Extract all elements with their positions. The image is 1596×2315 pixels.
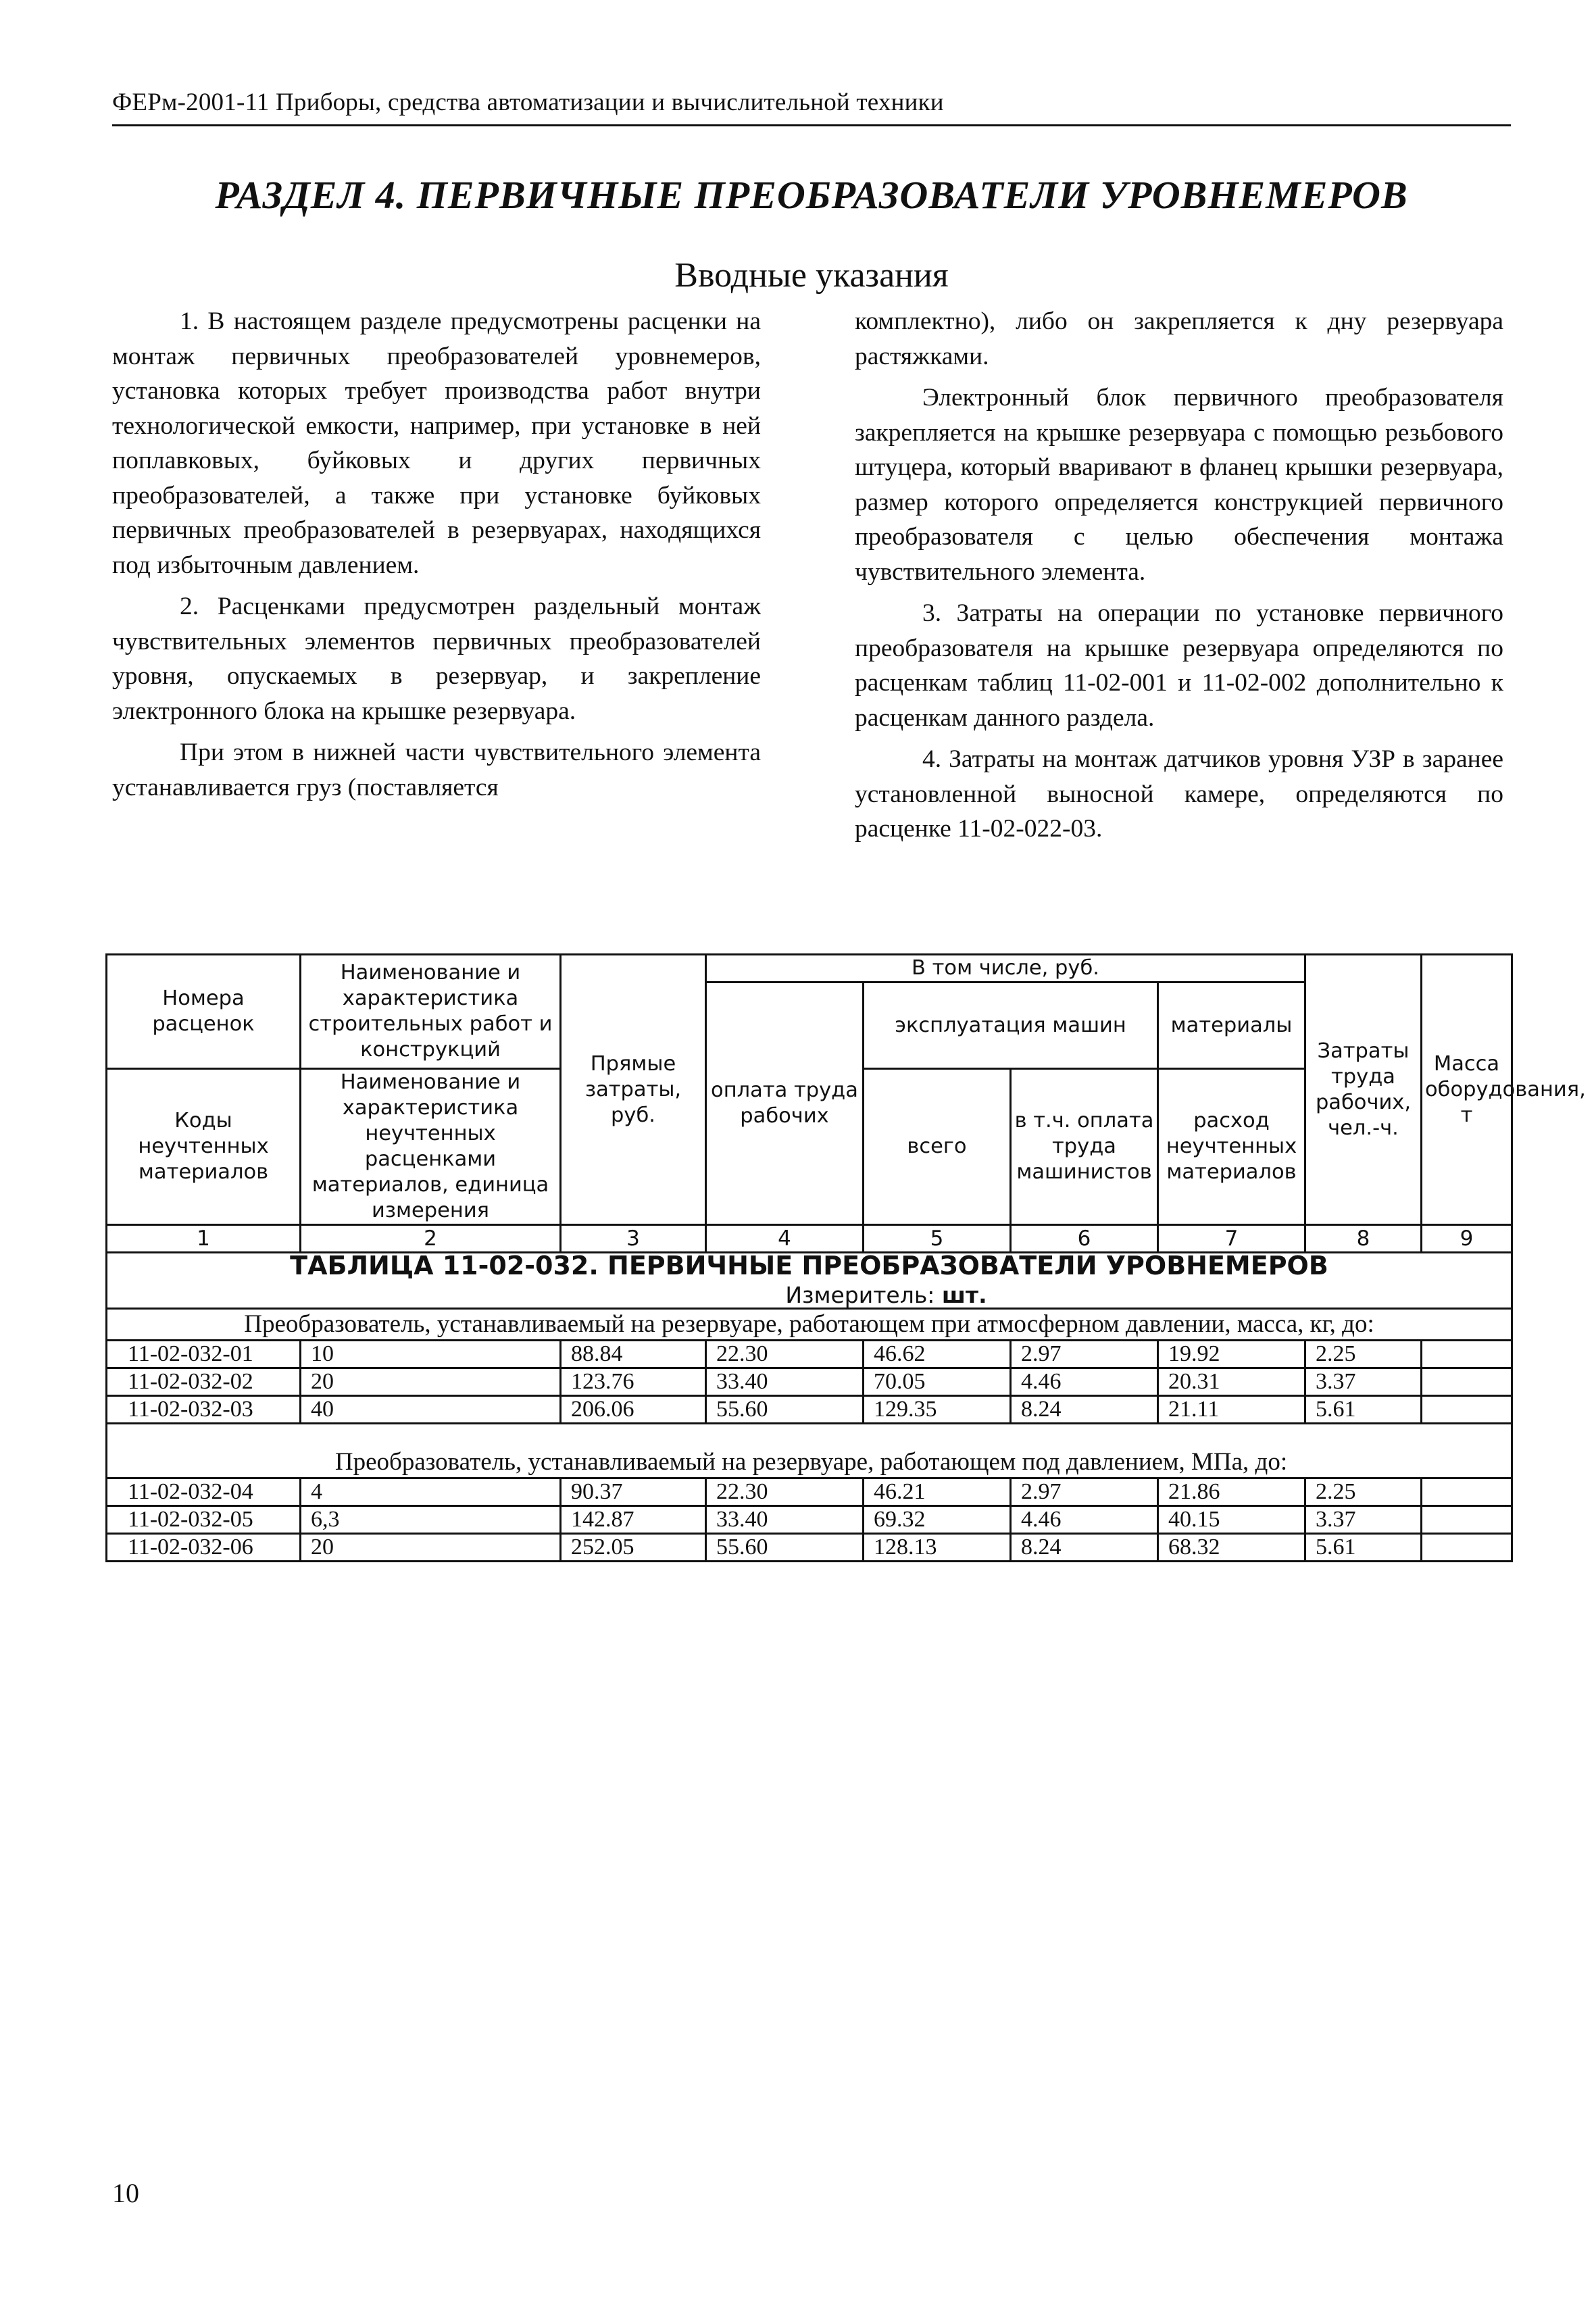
labor-hours-cell: 2.25 xyxy=(1305,1341,1422,1368)
column-number: 3 xyxy=(561,1225,706,1253)
direct-cost-cell: 252.05 xyxy=(561,1534,706,1562)
machines-cost-cell: 70.05 xyxy=(864,1368,1011,1396)
labor-cost-cell: 33.40 xyxy=(706,1368,864,1396)
param-cell: 20 xyxy=(301,1368,561,1396)
param-cell: 6,3 xyxy=(301,1506,561,1534)
unit-label: Измеритель: xyxy=(785,1282,935,1308)
header-cell: Номера расценок xyxy=(107,955,301,1069)
direct-cost-cell: 90.37 xyxy=(561,1478,706,1506)
direct-cost-cell: 206.06 xyxy=(561,1396,706,1424)
materials-cost-cell: 40.15 xyxy=(1158,1506,1305,1534)
direct-cost-cell: 88.84 xyxy=(561,1341,706,1368)
table-row xyxy=(107,1341,1512,1368)
labor-hours-cell: 5.61 xyxy=(1305,1396,1422,1424)
price-table xyxy=(105,953,1586,1562)
mass-cell xyxy=(1422,1534,1512,1562)
intro-column-left xyxy=(112,304,761,812)
header-cell: Прямые затраты, руб. xyxy=(561,955,706,1225)
intro-column-right xyxy=(855,304,1503,853)
column-number: 2 xyxy=(301,1225,561,1253)
table-row xyxy=(107,1368,1512,1396)
column-number: 4 xyxy=(706,1225,864,1253)
column-number: 6 xyxy=(1011,1225,1158,1253)
machines-cost-cell: 128.13 xyxy=(864,1534,1011,1562)
table-title: ТАБЛИЦА 11-02-032. ПЕРВИЧНЫЕ ПРЕОБРАЗОВАТЕЛИ УРОВНЕМЕРОВ xyxy=(290,1251,1328,1280)
table-caption-row xyxy=(107,1253,1512,1309)
param-cell: 40 xyxy=(301,1396,561,1424)
direct-cost-cell: 142.87 xyxy=(561,1506,706,1534)
header-cell: Затраты труда рабочих, чел.-ч. xyxy=(1305,955,1422,1225)
mass-cell xyxy=(1422,1478,1512,1506)
column-number: 7 xyxy=(1158,1225,1305,1253)
intro-paragraph: комплектно), либо он закрепляется к дну резервуара растяжками. xyxy=(855,307,1503,370)
section-title: РАЗДЕЛ 4. ПЕРВИЧНЫЕ ПРЕОБРАЗОВАТЕЛИ УРОВНЕМЕРОВ xyxy=(215,173,1408,217)
group-heading: Преобразователь, устанавливаемый на резервуаре, работающем при атмосферном давлении, масса, кг, до: xyxy=(107,1309,1512,1341)
intro-paragraph: 4. Затраты на монтаж датчиков уровня УЗР в заранее установленной выносной камере, определяются по расценке 11-02-022-03. xyxy=(855,745,1503,843)
operators-cost-cell: 4.46 xyxy=(1011,1368,1158,1396)
column-number: 8 xyxy=(1305,1225,1422,1253)
labor-hours-cell: 5.61 xyxy=(1305,1534,1422,1562)
header-cell: в т.ч. оплата труда машинистов xyxy=(1011,1069,1158,1225)
mass-cell xyxy=(1422,1506,1512,1534)
column-number: 5 xyxy=(864,1225,1011,1253)
running-header: ФЕРм-2001-11 Приборы, средства автоматизации и вычислительной техники xyxy=(112,89,944,116)
materials-cost-cell: 19.92 xyxy=(1158,1341,1305,1368)
table-row xyxy=(107,1506,1512,1534)
intro-paragraph: 3. Затраты на операции по установке первичного преобразователя на крышке резервуара определяются по расценкам таблиц 11-02-001 и 11-02-002 дополнительно к расценкам данного раздела. xyxy=(855,599,1503,732)
header-cell: Коды неучтенных материалов xyxy=(107,1069,301,1225)
unit-value: шт. xyxy=(941,1282,987,1308)
group-heading-row xyxy=(107,1309,1512,1341)
header-cell: эксплуатация машин xyxy=(864,982,1158,1069)
param-cell: 20 xyxy=(301,1534,561,1562)
param-cell: 4 xyxy=(301,1478,561,1506)
rate-code: 11-02-032-05 xyxy=(107,1506,301,1534)
table-unit xyxy=(264,1283,1508,1308)
rate-code: 11-02-032-02 xyxy=(107,1368,301,1396)
labor-cost-cell: 55.60 xyxy=(706,1396,864,1424)
intro-title: Вводные указания xyxy=(674,256,949,295)
operators-cost-cell: 4.46 xyxy=(1011,1506,1158,1534)
mass-cell xyxy=(1422,1396,1512,1424)
intro-paragraph: Электронный блок первичного преобразователя закрепляется на крышке резервуара с помощью резьбового штуцера, который вваривают в фланец крышки резервуара, размер которого определяется конструкцией первичного преобразователя с целью обеспечения монтажа чувствительного элемента. xyxy=(855,384,1503,586)
header-cell: Наименование и характеристика строительных работ и конструкций xyxy=(301,955,561,1069)
labor-hours-cell: 2.25 xyxy=(1305,1478,1422,1506)
header-cell: В том числе, руб. xyxy=(706,955,1305,982)
intro-paragraph: 2. Расценками предусмотрен раздельный монтаж чувствительных элементов первичных преобразователей уровня, опускаемых в резервуар, и закрепление электронного блока на крышке резервуара. xyxy=(112,593,761,725)
operators-cost-cell: 8.24 xyxy=(1011,1534,1158,1562)
operators-cost-cell: 2.97 xyxy=(1011,1478,1158,1506)
machines-cost-cell: 46.21 xyxy=(864,1478,1011,1506)
header-cell: всего xyxy=(864,1069,1011,1225)
table-row xyxy=(107,1478,1512,1506)
page-number: 10 xyxy=(112,2178,139,2208)
column-number: 9 xyxy=(1422,1225,1512,1253)
group-heading-row xyxy=(107,1424,1512,1478)
header-cell: оплата труда рабочих xyxy=(706,982,864,1225)
machines-cost-cell: 46.62 xyxy=(864,1341,1011,1368)
machines-cost-cell: 129.35 xyxy=(864,1396,1011,1424)
group-heading: Преобразователь, устанавливаемый на резервуаре, работающем под давлением, МПа, до: xyxy=(107,1424,1512,1478)
rate-code: 11-02-032-03 xyxy=(107,1396,301,1424)
intro-paragraph: При этом в нижней части чувствительного элемента устанавливается груз (поставляется xyxy=(112,739,761,801)
header-cell: расход неучтенных материалов xyxy=(1158,1069,1305,1225)
column-number: 1 xyxy=(107,1225,301,1253)
labor-cost-cell: 33.40 xyxy=(706,1506,864,1534)
materials-cost-cell: 20.31 xyxy=(1158,1368,1305,1396)
header-cell: материалы xyxy=(1158,982,1305,1069)
param-cell: 10 xyxy=(301,1341,561,1368)
rate-code: 11-02-032-01 xyxy=(107,1341,301,1368)
intro-paragraph: 1. В настоящем разделе предусмотрены расценки на монтаж первичных преобразователей уровнемеров, установка которых требует производства работ внутри технологической емкости, например, при установке в ней поплавковых, буйковых и других первичных преобразователей, а также при установке буйковых первичных преобразователей в резервуарах, находящихся под избыточным давлением. xyxy=(112,307,761,579)
header-rule xyxy=(112,124,1511,126)
table-row xyxy=(107,1534,1512,1562)
materials-cost-cell: 21.11 xyxy=(1158,1396,1305,1424)
labor-cost-cell: 55.60 xyxy=(706,1534,864,1562)
labor-hours-cell: 3.37 xyxy=(1305,1368,1422,1396)
labor-cost-cell: 22.30 xyxy=(706,1478,864,1506)
mass-cell xyxy=(1422,1368,1512,1396)
header-cell: Наименование и характеристика неучтенных расценками материалов, единица измерения xyxy=(301,1069,561,1225)
labor-hours-cell: 3.37 xyxy=(1305,1506,1422,1534)
header-cell: Масса оборудования, т xyxy=(1422,955,1512,1225)
direct-cost-cell: 123.76 xyxy=(561,1368,706,1396)
labor-cost-cell: 22.30 xyxy=(706,1341,864,1368)
operators-cost-cell: 2.97 xyxy=(1011,1341,1158,1368)
materials-cost-cell: 68.32 xyxy=(1158,1534,1305,1562)
operators-cost-cell: 8.24 xyxy=(1011,1396,1158,1424)
machines-cost-cell: 69.32 xyxy=(864,1506,1011,1534)
table-row xyxy=(107,1396,1512,1424)
mass-cell xyxy=(1422,1341,1512,1368)
materials-cost-cell: 21.86 xyxy=(1158,1478,1305,1506)
column-number-row xyxy=(107,1225,1512,1253)
rate-code: 11-02-032-04 xyxy=(107,1478,301,1506)
rate-code: 11-02-032-06 xyxy=(107,1534,301,1562)
